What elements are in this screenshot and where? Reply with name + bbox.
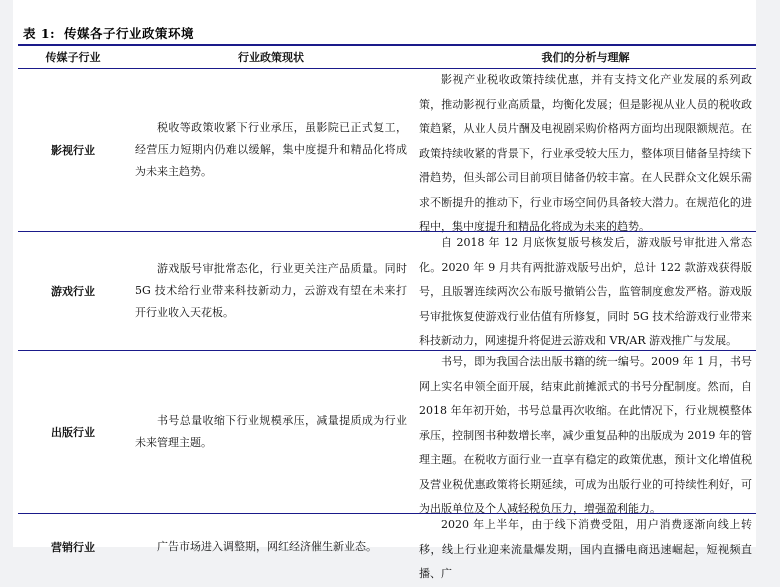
table-caption	[23, 24, 194, 42]
policy-status	[135, 69, 407, 231]
policy-status	[135, 514, 407, 580]
analysis-text: 书号，即为我国合法出版书籍的统一编号。2009 年 1 月，书号网上实名申领全面开展，结束此前摊派式的书号分配制度。然而，自 2018 年年初开始，书号总量再次收缩。在此情况下，行业规模整体承压，控制图书种数增长率，减少重复品种的出版成为 2019 年的管理主题。在税收方面行业一直享有稳定的政策优惠，预计文化增值税及营业税优惠政策将长期延续，可成为出版行业的可持续性利好，可为出版单位及个人减轻税负压力，增强盈利能力。	[419, 355, 752, 515]
table-number: 表 1:	[23, 26, 56, 41]
analysis-text: 影视产业税收政策持续优惠，并有支持文化产业发展的系列政策，推动影视行业高质量，均衡化发展；但是影视从业人员的税收政策趋紧，从业人员片酬及电视剧采购价格两方面均出现限额规范。在政策持续收紧的背景下，行业承受较大压力，整体项目储备呈持续下滑趋势，但头部公司目前项目储备仍较丰富。在人民群众文化娱乐需求不断提升的推动下，行业市场空间仍具备较大潜力。在规范化的进程中，集中度提升和精品化将成为未来的趋势。	[419, 73, 752, 233]
sector-name: 影视行业	[51, 144, 95, 157]
header-sector: 传媒子行业	[45, 51, 101, 64]
policy-status-text: 书号总量收缩下行业规模承压，减量提质成为行业未来管理主题。	[135, 414, 407, 449]
analysis-text: 自 2018 年 12 月底恢复版号核发后，游戏版号审批进入常态化。2020 年 9 月共有两批游戏版号出炉，总计 122 款游戏获得版号，且版署连续两次公布版号撤销公告，监管制度愈发严格。游戏版号审批恢复使游戏行业估值有所修复，同时 5G 技术给游戏行业带来科技新动力，网速提升将促进云游戏和 VR/AR 游戏推广与发展。	[419, 236, 752, 347]
table-row	[18, 232, 756, 350]
policy-status	[135, 232, 407, 350]
table-row	[18, 514, 756, 580]
table-top-rule	[18, 44, 756, 46]
document-page	[13, 0, 756, 580]
sector-name: 游戏行业	[51, 285, 95, 298]
table-row	[18, 69, 756, 231]
table-row	[18, 351, 756, 513]
analysis-text: 2020 年上半年，由于线下消费受阻，用户消费逐渐向线上转移，线上行业迎来流量爆发期，国内直播电商迅速崛起，短视频直播、广	[419, 518, 752, 580]
policy-status	[135, 351, 407, 513]
sector-name: 出版行业	[51, 426, 95, 439]
header-analysis: 我们的分析与理解	[541, 51, 630, 64]
table-title: 传媒各子行业政策环境	[64, 26, 195, 41]
header-status: 行业政策现状	[238, 51, 304, 64]
sector-name: 营销行业	[51, 541, 95, 554]
policy-status-text: 游戏版号审批常态化，行业更关注产品质量。同时 5G 技术给行业带来科技新动力，云游戏有望在未来打开行业收入天花板。	[135, 262, 407, 319]
policy-status-text: 税收等政策收紧下行业承压，虽影院已正式复工，经营压力短期内仍难以缓解，集中度提升和精品化将成为未来主趋势。	[135, 121, 407, 178]
policy-status-text: 广告市场进入调整期，网红经济催生新业态。	[157, 540, 377, 553]
